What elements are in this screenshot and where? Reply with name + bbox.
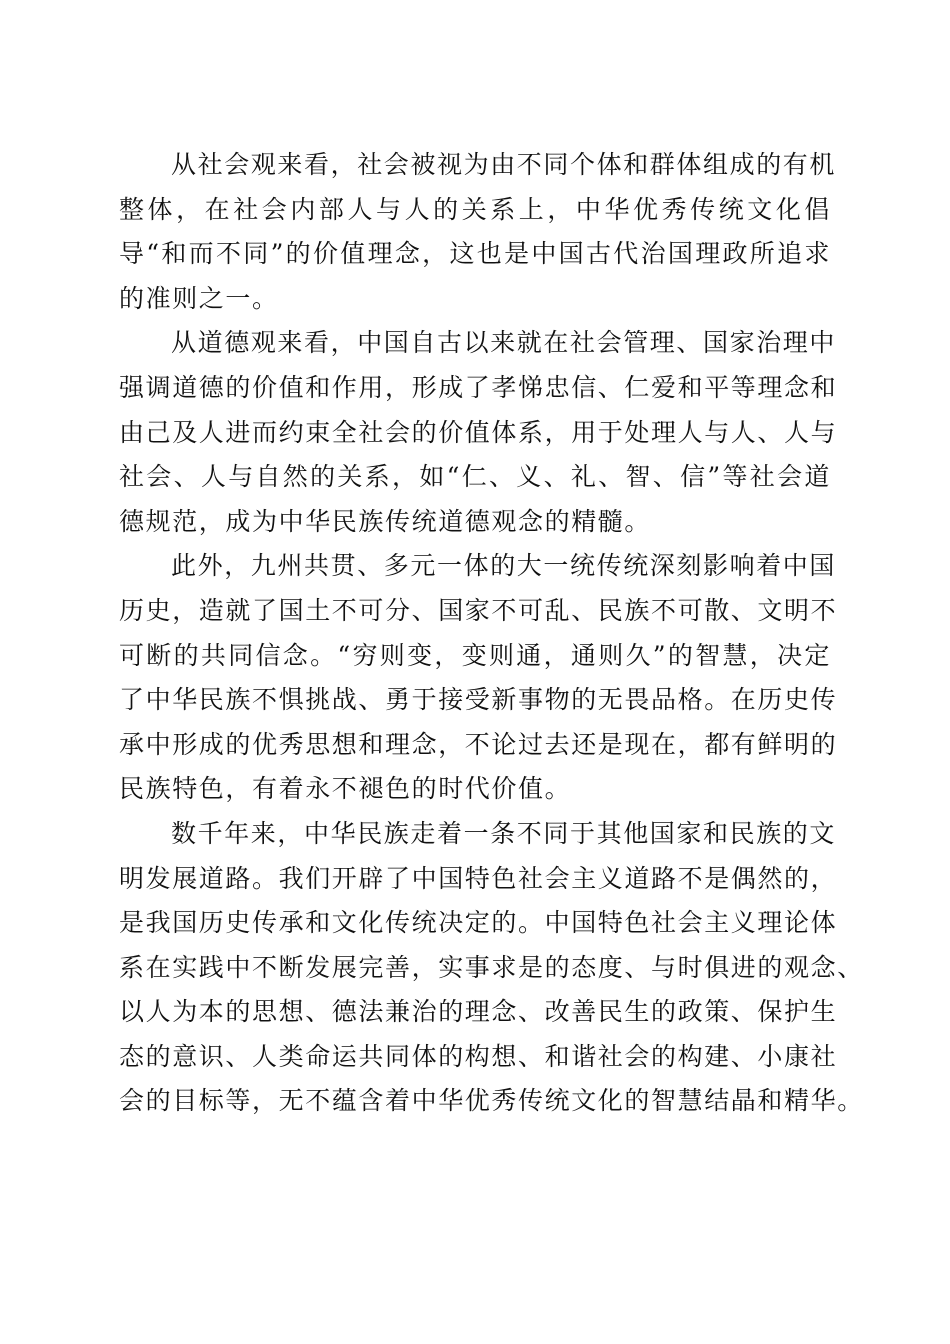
text-line: 历史，造就了国土不可分、国家不可乱、民族不可散、文明不 bbox=[119, 595, 838, 625]
text-line: 从道德观来看，中国自古以来就在社会管理、国家治理中 bbox=[171, 328, 837, 358]
paragraph-development-path bbox=[119, 812, 864, 1124]
text-line: 强调道德的价值和作用，形成了孝悌忠信、仁爱和平等理念和 bbox=[119, 372, 838, 402]
text-line: 德规范，成为中华民族传统道德观念的精髓。 bbox=[119, 506, 652, 536]
text-line: 会的目标等，无不蕴含着中华优秀传统文化的智慧结晶和精华。 bbox=[119, 1086, 864, 1116]
text-line: 了中华民族不惧挑战、勇于接受新事物的无畏品格。在历史传 bbox=[119, 685, 838, 715]
body-text bbox=[119, 143, 864, 1124]
text-line: 导“和而不同”的价值理念，这也是中国古代治国理政所追求 bbox=[119, 239, 831, 269]
text-line: 此外，九州共贯、多元一体的大一统传统深刻影响着中国 bbox=[171, 551, 837, 581]
paragraph-social-view bbox=[119, 143, 837, 321]
text-line: 明发展道路。我们开辟了中国特色社会主义道路不是偶然的， bbox=[119, 863, 838, 893]
text-line: 的准则之一。 bbox=[119, 283, 279, 313]
text-line: 以人为本的思想、德法兼治的理念、改善民生的政策、保护生 bbox=[119, 997, 838, 1027]
text-line: 系在实践中不断发展完善，实事求是的态度、与时俱进的观念、 bbox=[119, 952, 864, 982]
text-line: 由己及人进而约束全社会的价值体系，用于处理人与人、人与 bbox=[119, 417, 838, 447]
text-line: 民族特色，有着永不褪色的时代价值。 bbox=[119, 774, 572, 804]
text-line: 数千年来，中华民族走着一条不同于其他国家和民族的文 bbox=[171, 818, 837, 848]
text-line: 整体，在社会内部人与人的关系上，中华优秀传统文化倡 bbox=[119, 194, 831, 224]
text-line: 社会、人与自然的关系，如“仁、义、礼、智、信”等社会道 bbox=[119, 462, 831, 492]
text-line: 态的意识、人类命运共同体的构想、和谐社会的构建、小康社 bbox=[119, 1041, 838, 1071]
paragraph-unity-tradition bbox=[119, 544, 838, 812]
text-line: 承中形成的优秀思想和理念，不论过去还是现在，都有鲜明的 bbox=[119, 729, 838, 759]
text-line: 从社会观来看，社会被视为由不同个体和群体组成的有机 bbox=[171, 150, 837, 179]
text-line: 是我国历史传承和文化传统决定的。中国特色社会主义理论体 bbox=[119, 908, 838, 938]
paragraph-moral-view bbox=[119, 321, 838, 544]
text-line: 可断的共同信念。“穷则变，变则通，通则久”的智慧，决定 bbox=[119, 640, 831, 670]
